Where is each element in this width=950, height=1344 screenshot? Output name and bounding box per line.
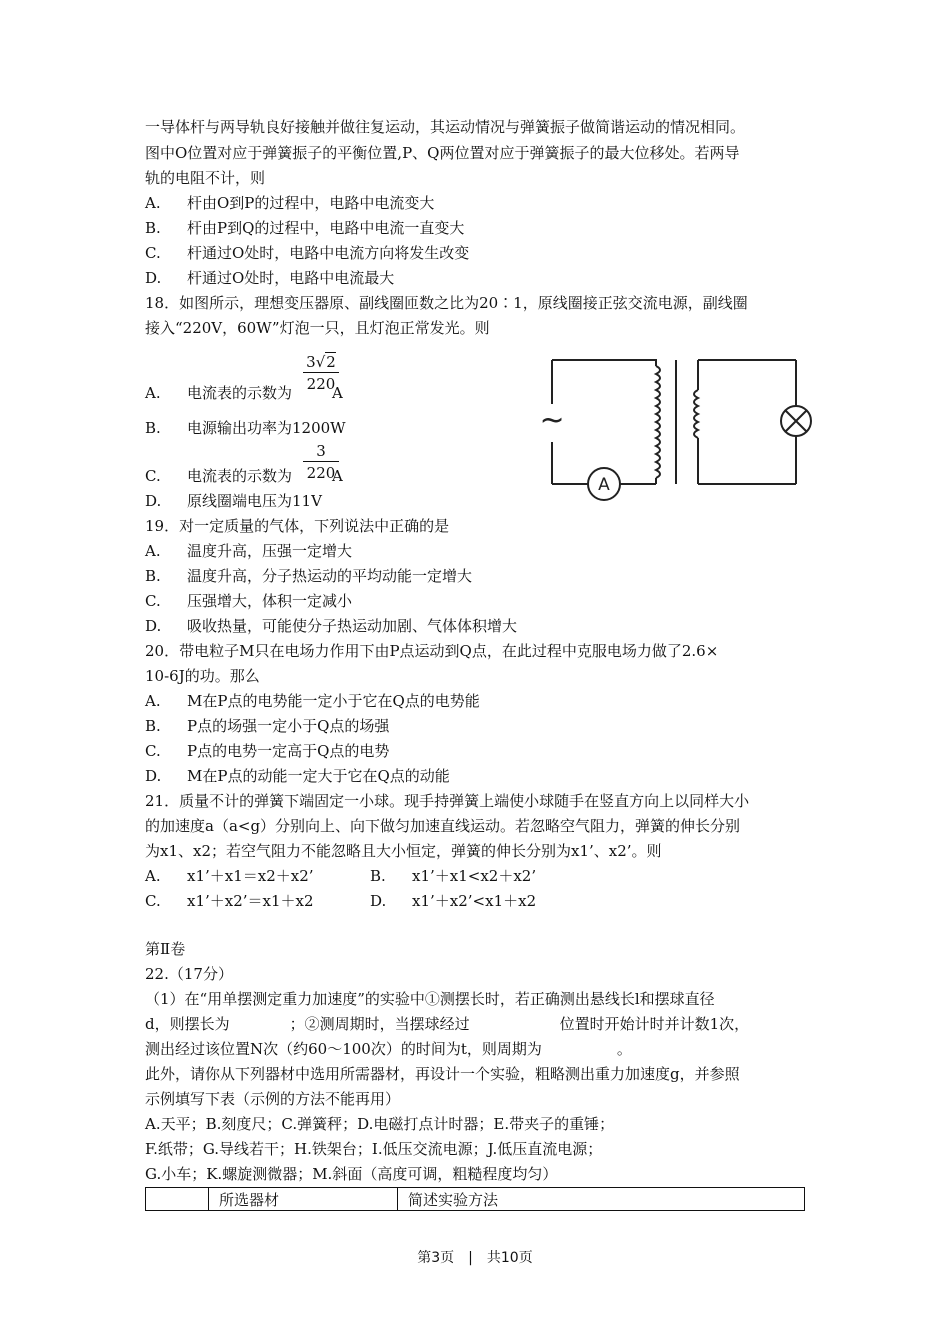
experiment-table — [145, 1187, 805, 1211]
option-label: C. — [145, 592, 161, 610]
option-label: D. — [145, 617, 162, 635]
q18-stem-line-1: 18．如图所示，理想变压器原、副线圈匝数之比为20∶1，原线圈接正弦交流电源，副线圈 — [145, 294, 748, 312]
option-text: 杆通过O处时，电路中电流最大 — [187, 269, 395, 287]
option-label: A. — [145, 384, 161, 402]
option-label: C. — [145, 892, 161, 910]
option-text: x1’＋x2’<x1＋x2 — [412, 892, 537, 910]
q18-stem-line-2: 接入“220V，60W”灯泡一只，且灯泡正常发光。则 — [145, 319, 490, 337]
q17-option-c — [145, 243, 469, 263]
q19-stem: 19．对一定质量的气体，下列说法中正确的是 — [145, 517, 450, 535]
fraction-numerator: 3√2 — [303, 352, 339, 373]
option-label: C. — [145, 244, 161, 262]
q20-option-b — [145, 716, 389, 736]
q20-option-d — [145, 766, 450, 786]
q21-stem-line-1: 21．质量不计的弹簧下端固定一小球。现手持弹簧上端使小球随手在竖直方向上以同样大小 — [145, 792, 750, 810]
option-label: D. — [145, 269, 162, 287]
q17-stem-line-1: 一导体杆与两导轨良好接触并做往复运动，其运动情况与弹簧振子做简谐运动的情况相同。 — [145, 118, 746, 136]
option-label: B. — [370, 867, 386, 885]
q21-stem-line-2: 的加速度a（a<g）分别向上、向下做匀加速直线运动。若忽略空气阻力，弹簧的伸长分别 — [145, 817, 741, 835]
secondary-coil — [694, 390, 698, 438]
option-text: 原线圈端电压为11V — [187, 492, 322, 510]
option-text: 温度升高，分子热运动的平均动能一定增大 — [187, 567, 473, 585]
option-text: 杆通过O处时，电路中电流方向将发生改变 — [187, 244, 470, 262]
fraction-denominator: 220 — [306, 375, 336, 393]
option-label: B. — [145, 717, 161, 735]
part2-title: 第Ⅱ卷 — [145, 940, 186, 958]
option-text: x1’＋x2’＝x1＋x2 — [187, 892, 314, 910]
option-text: M在P点的动能一定大于它在Q点的动能 — [187, 767, 450, 785]
q20-stem-line-2: 10-6J的功。那么 — [145, 667, 260, 685]
option-text: 吸收热量，可能使分子热运动加剧、气体体积增大 — [187, 617, 518, 635]
option-text: 杆由O到P的过程中，电路中电流变大 — [187, 194, 435, 212]
q21-options-row-1 — [145, 866, 536, 886]
option-label: B. — [145, 419, 161, 437]
q17-option-b — [145, 218, 464, 238]
option-text: 电源输出功率为1200W — [187, 419, 346, 437]
q18-option-d — [145, 491, 322, 511]
q18-option-c — [145, 466, 343, 486]
option-label: A. — [145, 194, 161, 212]
option-label: C. — [145, 742, 161, 760]
q18-option-a — [145, 383, 343, 403]
page-footer: 第3页 | 共10页 — [417, 1250, 533, 1266]
q22-line-1: （1）在“用单摆测定重力加速度”的实验中①测摆长时，若正确测出悬线长l和摆球直径 — [145, 990, 715, 1008]
option-label: D. — [370, 892, 387, 910]
q21-options-row-2 — [145, 891, 536, 911]
q19-option-b — [145, 566, 472, 586]
option-label: D. — [145, 767, 162, 785]
option-unit: A — [332, 467, 343, 485]
q22-heading: 22.（17分） — [145, 965, 233, 983]
q19-option-a — [145, 541, 352, 561]
primary-coil — [656, 366, 660, 478]
option-text: 电流表的示数为 — [187, 384, 293, 402]
table-header-cell: 所选器材 — [209, 1188, 398, 1211]
fraction-numerator: 3 — [303, 441, 339, 462]
option-label: D. — [145, 492, 162, 510]
option-text: M在P点的电势能一定小于它在Q点的电势能 — [187, 692, 480, 710]
q20-option-a — [145, 691, 480, 711]
option-text: 杆由P到Q的过程中，电路中电流一直变大 — [187, 219, 465, 237]
option-text: x1’＋x1<x2＋x2’ — [412, 867, 537, 885]
q19-option-c — [145, 591, 352, 611]
q18-option-b — [145, 418, 346, 438]
q22-line-4: 此外，请你从下列器材中选用所需器材，再设计一个实验，粗略测出重力加速度g，并参照 — [145, 1065, 740, 1083]
q22-line-3: 测出经过该位置N次（约60～100次）的时间为t，则周期为 。 — [145, 1040, 632, 1058]
table-header-row — [146, 1188, 805, 1211]
q17-option-a — [145, 193, 434, 213]
primary-coil-lead-top — [648, 360, 656, 366]
option-text: P点的场强一定小于Q点的场强 — [187, 717, 390, 735]
option-text: 电流表的示数为 — [187, 467, 293, 485]
q17-stem-line-2: 图中O位置对应于弹簧振子的平衡位置,P、Q两位置对应于弹簧振子的最大位移处。若两导 — [145, 144, 740, 162]
transformer-circuit-diagram — [539, 356, 810, 498]
option-unit: A — [332, 384, 343, 402]
option-label: A. — [145, 692, 161, 710]
q21-stem-line-3: 为x1、x2；若空气阻力不能忽略且大小恒定，弹簧的伸长分别为x1’、x2’。则 — [145, 842, 662, 860]
ammeter-label: A — [598, 475, 610, 495]
q17-stem-line-3: 轨的电阻不计，则 — [145, 169, 266, 187]
option-label: C. — [145, 467, 161, 485]
option-label: B. — [145, 219, 161, 237]
q22-equipment-line-3: G.小车；K.螺旋测微器；M.斜面（高度可调，粗糙程度均匀） — [145, 1165, 558, 1183]
q20-option-c — [145, 741, 389, 761]
ac-source-symbol: ~ — [539, 403, 565, 438]
q20-stem-line-1: 20．带电粒子M只在电场力作用下由P点运动到Q点，在此过程中克服电场力做了2.6× — [145, 642, 719, 660]
q22-line-5: 示例填写下表（示例的方法不能再用） — [145, 1090, 401, 1108]
fraction-denominator: 220 — [306, 464, 336, 482]
q22-equipment-line-1: A.天平；B.刻度尺；C.弹簧秤；D.电磁打点计时器；E.带夹子的重锤； — [145, 1115, 615, 1133]
option-label: A. — [145, 867, 161, 885]
q17-option-d — [145, 268, 394, 288]
table-header-cell — [146, 1188, 209, 1211]
option-label: B. — [145, 567, 161, 585]
option-text: P点的电势一定高于Q点的电势 — [187, 742, 390, 760]
table-header-cell: 简述实验方法 — [398, 1188, 805, 1211]
option-label: A. — [145, 542, 161, 560]
sqrt-radicand: 2 — [326, 353, 336, 371]
q22-equipment-line-2: F.纸带；G.导线若干；H.铁架台；I.低压交流电源；J.低压直流电源； — [145, 1140, 603, 1158]
option-text: x1’＋x1＝x2＋x2’ — [187, 867, 314, 885]
q22-line-2: d，则摆长为 ；②测周期时，当摆球经过 位置时开始计时并计数1次， — [145, 1015, 750, 1033]
option-text: 温度升高，压强一定增大 — [187, 542, 353, 560]
option-text: 压强增大，体积一定减小 — [187, 592, 353, 610]
q19-option-d — [145, 616, 517, 636]
